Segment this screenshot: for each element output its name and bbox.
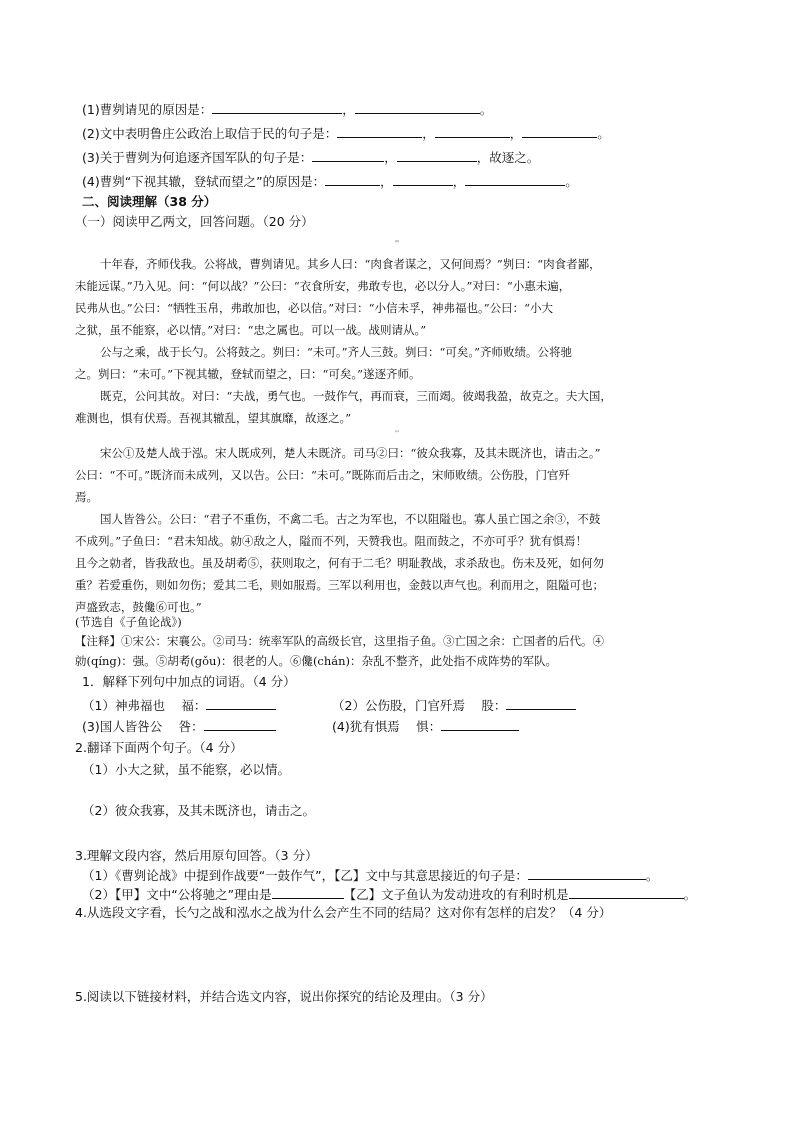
answer-blank[interactable] xyxy=(506,697,576,710)
answer-blank[interactable] xyxy=(355,101,480,114)
answer-blank[interactable] xyxy=(441,718,519,731)
text-jia-line: 未能远谋。”乃入见。问：“何以战？”公曰：“衣食所安，弗敢专也，必以分人。”对曰：“小惠未遍， xyxy=(75,279,571,293)
question-2-title: 2.翻译下面两个句子。（4 分） xyxy=(75,740,243,755)
answer-blank[interactable] xyxy=(435,125,510,138)
annotation-line: 【注释】①宋公：宋襄公。②司马：统率军队的高级长官，这里指子鱼。③亡国之余：亡国者的后代。④ xyxy=(75,634,604,648)
question-text: (1)曹刿请见的原因是： xyxy=(82,102,213,117)
text-yi-line: 宋公①及楚人战于泓。宋人既成列，楚人未既济。司马②曰：“彼众我寡，及其未既济也，请击之。” xyxy=(100,446,601,460)
question-4: 4.从选段文字看，长勺之战和泓水之战为什么会产生不同的结局？这对你有怎样的启发？（4 分） xyxy=(75,905,612,920)
question-3b: （2）【甲】文中“公将驰之”理由是 【乙】文子鱼认为发动进攻的有利时机是 。 xyxy=(82,887,697,902)
question-5: 5.阅读以下链接材料，并结合选文内容，说出你探究的结论及理由。（3 分） xyxy=(75,989,493,1004)
text-yi-line: 声盛致志，鼓儳⑥可也。” xyxy=(75,600,202,614)
source-citation: (节选自《子鱼论战》) xyxy=(75,615,182,629)
question-4-line: (4)曹刿“下视其辙，登轼而望之”的原因是： ， ， 。 xyxy=(82,174,578,189)
question-text: (4)曹刿“下视其辙，登轼而望之”的原因是： xyxy=(82,174,326,189)
question-text: (3)关于曹刿为何追逐齐国军队的句子是： xyxy=(82,150,313,165)
question-1-line: (1)曹刿请见的原因是： ， 。 xyxy=(82,102,493,117)
text-jia-line: 之。刿曰：“未可。”下视其辙，登轼而望之，曰：“可矣。”遂逐齐师。 xyxy=(75,367,421,381)
text-yi-line: 不成列。”子鱼曰：“君未知战。勍④敌之人，隘而不列，天赞我也。阻而鼓之，不亦可乎？犹有惧焉！ xyxy=(75,534,588,548)
answer-blank[interactable] xyxy=(465,173,565,186)
text-yi-line: 且今之勍者，皆我敌也。虽及胡耇⑤，获则取之，何有于二毛？明耻教战，求杀敌也。伤未及死，如何勿 xyxy=(75,556,604,570)
question-1-title: 1．解释下列句中加点的词语。（4 分） xyxy=(82,674,296,689)
text-yi-line: 国人皆咎公。公曰：“君子不重伤，不禽二毛。古之为军也，不以阻隘也。寡人虽亡国之余③，不鼓 xyxy=(100,512,601,526)
question-1d: (4)犹有惧焉 惧： xyxy=(332,718,519,735)
answer-blank[interactable] xyxy=(397,149,477,162)
annotation-line: 勍(qíng)：强。⑤胡耇(gǒu)：很老的人。⑥儳(chán)：杂乱不整齐，此处指不成阵势的军队。 xyxy=(75,654,558,668)
question-1c: (3)国人皆咎公 咎： xyxy=(82,718,276,735)
answer-blank[interactable] xyxy=(212,101,342,114)
text-yi-line: 焉。 xyxy=(75,490,98,504)
section-subheading: （一）阅读甲乙两文，回答问题。（20 分） xyxy=(75,214,314,229)
answer-blank[interactable] xyxy=(272,886,344,899)
section-heading: 二、阅读理解（38 分） xyxy=(82,194,217,209)
question-2a: （1）小大之狱，虽不能察，必以情。 xyxy=(82,762,290,777)
question-2-line: (2)文中表明鲁庄公政治上取信于民的句子是： ， ， 。 xyxy=(82,126,610,141)
answer-blank[interactable] xyxy=(393,173,453,186)
answer-blank[interactable] xyxy=(204,718,276,731)
text-jia-line: 难测也，惧有伏焉。吾视其辙乱，望其旗靡，故逐之。” xyxy=(75,411,352,425)
question-1b: （2）公伤股，门官歼焉 股： xyxy=(332,697,576,714)
text-yi-line: 重？若爱重伤，则如勿伤；爱其二毛，则如服焉。三军以利用也，金鼓以声气也。利而用之，阻隘可也； xyxy=(75,578,604,592)
text-yi-line: 公曰：“不可。”既济而未成列，又以告。公曰：“未可。”既陈而后击之，宋师败绩。公伤股，门官歼 xyxy=(75,468,571,482)
question-1a: （1）神弗福也 福： xyxy=(82,697,276,714)
answer-blank[interactable] xyxy=(312,149,384,162)
question-3a: （1）《曹刿论战》中提到作战要“一鼓作气”，【乙】文中与其意思接近的句子是： 。 xyxy=(82,868,659,883)
text-jia-line: 之狱，虽不能察，必以情。”对曰：“忠之属也。可以一战。战则请从。” xyxy=(75,323,427,337)
answer-blank[interactable] xyxy=(569,886,684,899)
text-jia-line: 十年春，齐师伐我。公将战，曹刿请见。其乡人曰：“肉食者谋之，又何间焉？”刿曰：“肉食者鄙， xyxy=(100,257,601,271)
question-text: (2)文中表明鲁庄公政治上取信于民的句子是： xyxy=(82,126,338,141)
question-2b: （2）彼众我寡，及其未既济也，请击之。 xyxy=(82,803,315,818)
text-yi-title: 【乙】 xyxy=(394,432,400,433)
answer-blank[interactable] xyxy=(206,697,276,710)
answer-blank[interactable] xyxy=(522,125,597,138)
answer-blank[interactable] xyxy=(528,867,646,880)
text-jia-line: 既克，公问其故。对曰：“夫战，勇气也。一鼓作气，再而衰，三而竭。彼竭我盈，故克之。夫大国， xyxy=(100,389,612,403)
question-3-line: (3)关于曹刿为何追逐齐国军队的句子是： ， ，故逐之。 xyxy=(82,150,540,165)
text-jia-title: 【甲】 xyxy=(394,242,400,243)
text-jia-line: 公与之乘，战于长勺。公将鼓之。刿曰：“未可。”齐人三鼓。刿曰：“可矣。”齐师败绩。公将驰 xyxy=(100,345,573,359)
answer-blank[interactable] xyxy=(325,173,380,186)
text-jia-line: 民弗从也。”公曰：“牺牲玉帛，弗敢加也，必以信。”对曰：“小信未孚，神弗福也。”公曰：“小大 xyxy=(75,301,554,315)
question-3-title: 3.理解文段内容，然后用原句回答。（3 分） xyxy=(75,848,318,863)
answer-blank[interactable] xyxy=(337,125,422,138)
